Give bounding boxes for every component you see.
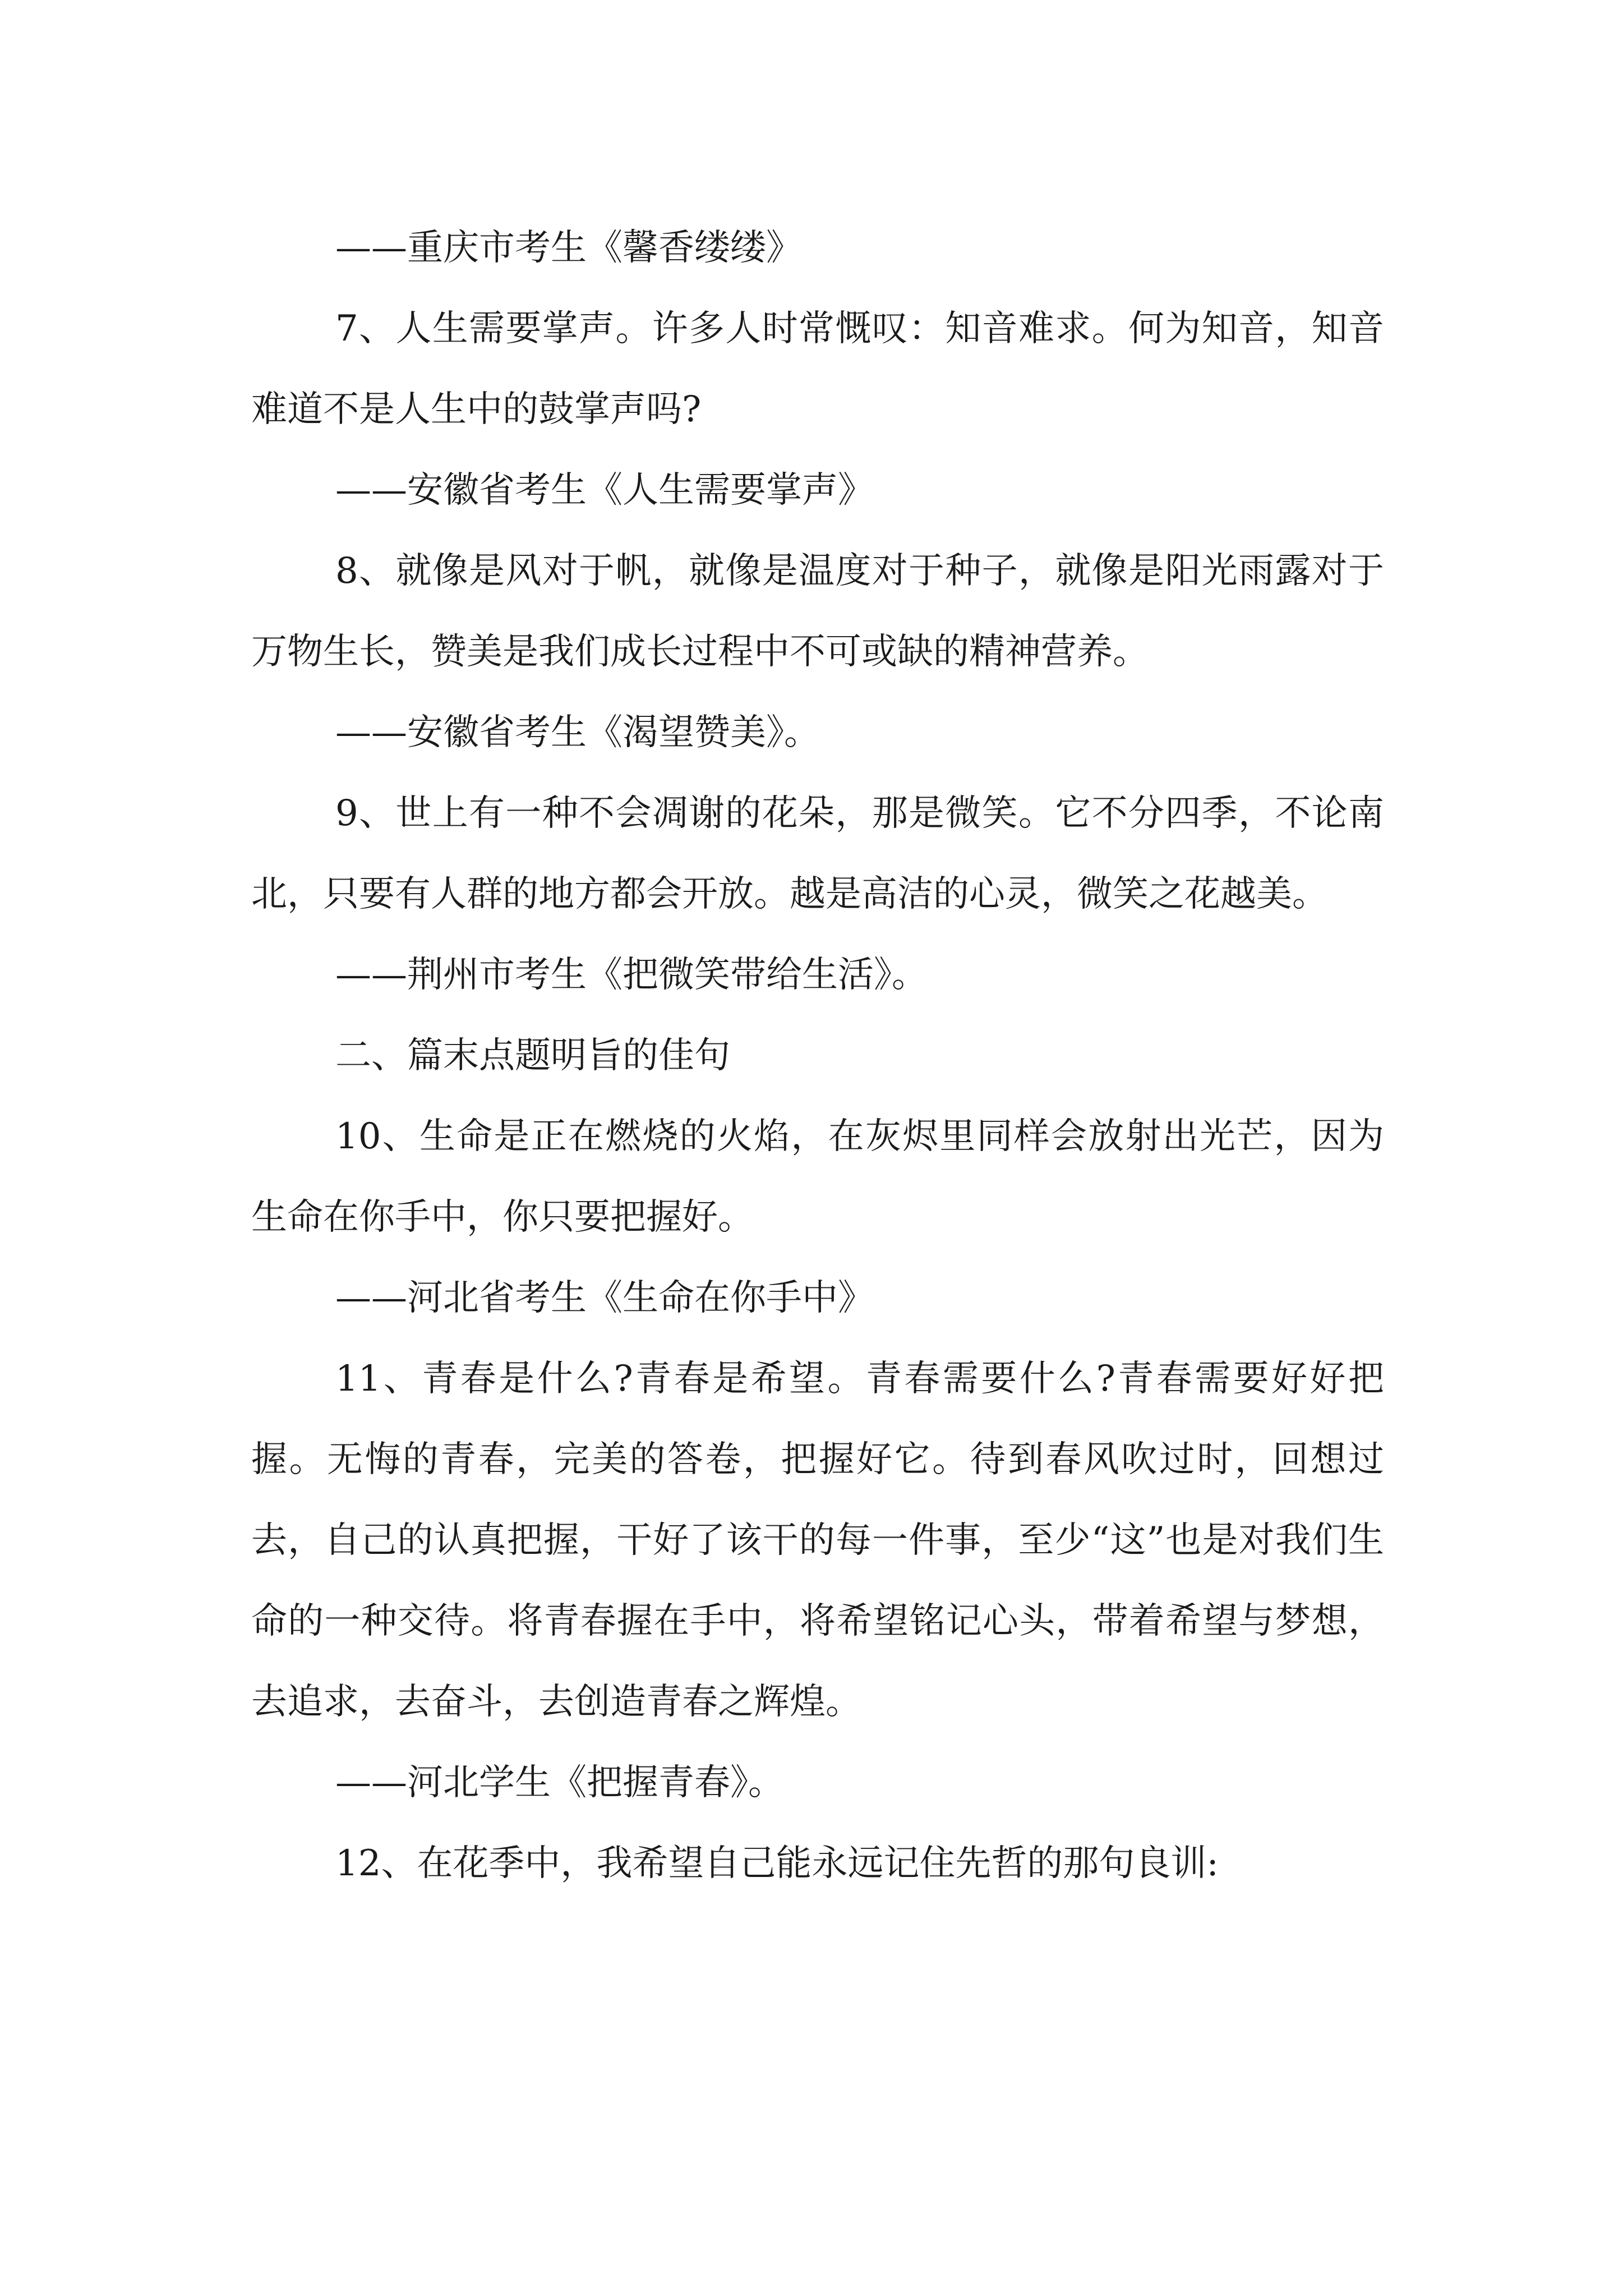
quote-paragraph: 8、就像是风对于帆，就像是温度对于种子，就像是阳光雨露对于万物生长，赞美是我们成长过程中不可或缺的精神营养。: [251, 550, 1384, 673]
document-page: [251, 208, 1384, 1904]
quote-paragraph: 7、人生需要掌声。许多人时常慨叹：知音难求。何为知音，知音难道不是人生中的鼓掌声吗?: [251, 308, 1384, 430]
quote-paragraph: 10、生命是正在燃烧的火焰，在灰烬里同样会放射出光芒，因为生命在你手中，你只要把握好。: [251, 1116, 1384, 1238]
section-heading: 二、篇末点题明旨的佳句: [335, 1035, 730, 1076]
quote-paragraph: 11、青春是什么?青春是希望。青春需要什么?青春需要好好把握。无悔的青春，完美的答卷，把握好它。待到春风吹过时，回想过去，自己的认真把握，干好了该干的每一件事，至少“这”也是对我们生命的一种交待。将青春握在手中，将希望铭记心头，带着希望与梦想，去追求，去奋斗，去创造青春之辉煌。: [251, 1358, 1384, 1723]
quote-paragraph: 12、在花季中，我希望自己能永远记住先哲的那句良训:: [335, 1843, 1219, 1884]
source-line: ——安徽省考生《人生需要掌声》: [335, 470, 874, 511]
source-line: ——安徽省考生《渴望赞美》。: [335, 712, 820, 753]
source-line: ——河北省考生《生命在你手中》: [335, 1277, 874, 1319]
source-line: ——重庆市考生《馨香缕缕》: [335, 227, 802, 269]
quote-paragraph: 9、世上有一种不会凋谢的花朵，那是微笑。它不分四季，不论南北，只要有人群的地方都会开放。越是高洁的心灵，微笑之花越美。: [251, 793, 1384, 915]
source-line: ——荆州市考生《把微笑带给生活》。: [335, 954, 928, 996]
source-line: ——河北学生《把握青春》。: [335, 1762, 784, 1803]
